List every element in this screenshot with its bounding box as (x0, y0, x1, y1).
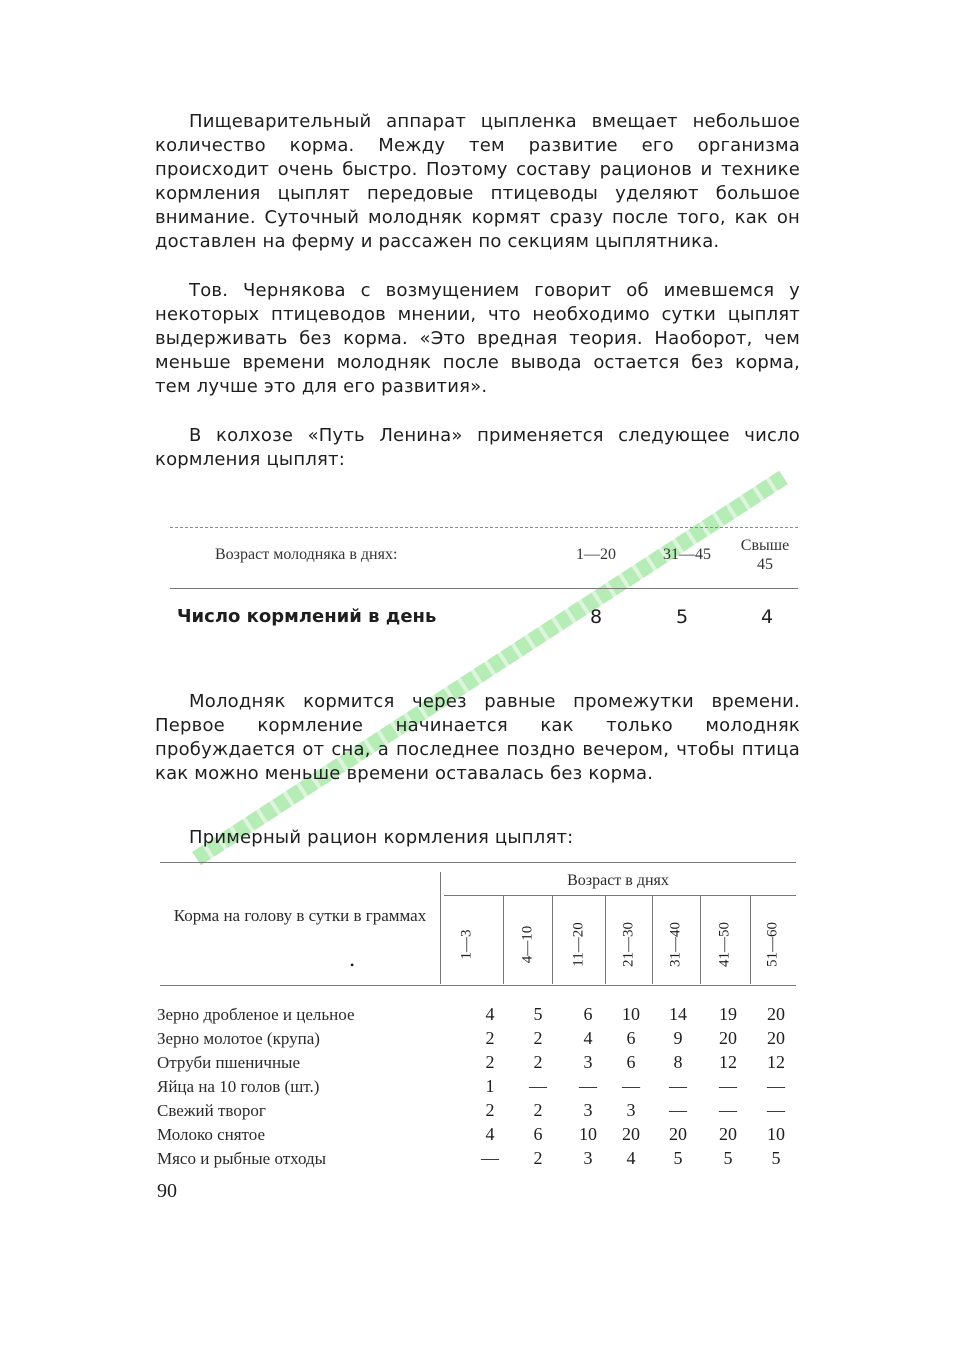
table2-col-header-2: 4—10 (519, 925, 536, 964)
row-value: 3 (583, 1100, 593, 1120)
table2-group-rule (444, 895, 796, 896)
table2-corner-label: Корма на голову в сутки в граммах (173, 906, 427, 925)
row-value: 2 (485, 1028, 495, 1048)
row-label: Свежий творог (157, 1101, 266, 1120)
row-value: 8 (673, 1052, 683, 1072)
row-value: 5 (673, 1148, 683, 1168)
row-value: — (669, 1100, 687, 1120)
row-value: 10 (767, 1124, 785, 1144)
row-value: 5 (771, 1148, 781, 1168)
table2-group-header: Возраст в днях (567, 872, 669, 889)
row-value: 20 (767, 1004, 785, 1024)
paragraph-5: Примерный рацион кормления цыплят: (189, 827, 574, 848)
row-value: — (579, 1076, 597, 1096)
row-value: — (767, 1076, 785, 1096)
paragraph-2: Тов. Чернякова с возмущением говорит об имевшемся у некоторых птицеводов мнении, что необходимо сутки цыплят выдерживать без корма. «Это вредная теория. Наоборот, чем меньше времени молодняк после вывода остается без корма, тем лучше это для его развития». (155, 280, 800, 398)
row-value: 4 (626, 1148, 636, 1168)
row-label: Яйца на 10 голов (шт.) (157, 1077, 320, 1096)
row-label: Мясо и рыбные отходы (157, 1149, 327, 1168)
row-value: 12 (719, 1052, 737, 1072)
row-value: 10 (579, 1124, 597, 1144)
row-value: — (481, 1148, 499, 1168)
page-number: 90 (157, 1180, 177, 1202)
row-value: 6 (533, 1124, 543, 1144)
table1-top-rule (170, 527, 798, 528)
table2-col-header-7: 51—60 (764, 922, 781, 967)
row-value: 20 (669, 1124, 687, 1144)
row-value: 6 (626, 1028, 636, 1048)
row-value: 20 (719, 1028, 737, 1048)
row-value: 19 (719, 1004, 737, 1024)
table2-col-divider-1 (503, 896, 504, 984)
table1-row-label: Число кормлений в день (177, 606, 437, 627)
row-value: 3 (626, 1100, 636, 1120)
row-label: Зерно дробленое и цельное (157, 1005, 355, 1024)
table2-col-header-5: 31—40 (667, 922, 684, 967)
row-value: 20 (719, 1124, 737, 1144)
row-value: 20 (767, 1028, 785, 1048)
table1-col-3: Свыше 45 (740, 537, 790, 573)
row-value: 2 (533, 1148, 543, 1168)
table2-head-rule (160, 985, 796, 986)
table2-col-divider-5 (700, 896, 701, 984)
table1-col-1: 1—20 (576, 546, 616, 563)
paragraph-4: Молодняк кормится через равные промежутки времени. Первое кормление начинается как только молодняк пробуждается от сна, а последнее поздно вечером, чтобы птица как можно меньше времени оставалась без корма. (155, 691, 800, 785)
table2-col-header-4: 21—30 (620, 922, 637, 967)
table1-value-2: 5 (675, 606, 689, 628)
row-value: 4 (485, 1004, 495, 1024)
table2-col-divider-6 (750, 896, 751, 984)
row-value: 5 (533, 1004, 543, 1024)
row-value: 9 (673, 1028, 683, 1048)
row-value: 3 (583, 1052, 593, 1072)
row-value: — (719, 1100, 737, 1120)
row-value: 5 (723, 1148, 733, 1168)
table2-corner-mark: • (350, 958, 355, 972)
table2-col-divider-4 (652, 896, 653, 984)
row-value: — (669, 1076, 687, 1096)
paragraph-1: Пищеварительный аппарат цыпленка вмещает небольшое количество корма. Между тем развитие его организма происходит очень быстро. Поэтому составу рационов и технике кормления цыплят передовые птицеводы уделяют большое внимание. Суточный молодняк кормят сразу после того, как он доставлен на ферму и рассажен по секциям цыплятника. (155, 111, 800, 253)
table2-col-divider-2 (552, 896, 553, 984)
row-value: 6 (583, 1004, 593, 1024)
table2-col-header-1: 1—3 (458, 929, 475, 960)
table1-mid-rule (170, 588, 798, 589)
row-value: 3 (583, 1148, 593, 1168)
paragraph-3: В колхозе «Путь Ленина» применяется следующее число кормления цыплят: (155, 425, 800, 471)
row-value: 2 (485, 1100, 495, 1120)
row-value: 20 (622, 1124, 640, 1144)
row-value: — (529, 1076, 547, 1096)
row-value: 1 (485, 1076, 495, 1096)
row-value: 2 (485, 1052, 495, 1072)
row-label: Молоко снятое (157, 1125, 266, 1144)
row-value: — (767, 1100, 785, 1120)
row-value: — (622, 1076, 640, 1096)
row-value: 6 (626, 1052, 636, 1072)
table1-value-3: 4 (760, 606, 774, 628)
row-value: 4 (583, 1028, 593, 1048)
row-value: — (719, 1076, 737, 1096)
table2-col-divider-3 (605, 896, 606, 984)
row-value: 12 (767, 1052, 785, 1072)
table2-col-header-3: 11—20 (570, 922, 587, 967)
row-value: 2 (533, 1100, 543, 1120)
table1-header-label: Возраст молодняка в днях: (215, 546, 398, 563)
table2-top-rule (160, 862, 796, 863)
row-value: 2 (533, 1052, 543, 1072)
watermark-stripe (192, 471, 788, 866)
row-value: 14 (669, 1004, 687, 1024)
row-value: 4 (485, 1124, 495, 1144)
row-value: 10 (622, 1004, 640, 1024)
row-value: 2 (533, 1028, 543, 1048)
table2-col-header-6: 41—50 (716, 922, 733, 967)
table1-value-1: 8 (589, 606, 603, 628)
row-label: Отруби пшеничные (157, 1053, 301, 1072)
table1-col-2: 31—45 (663, 546, 711, 563)
row-label: Зерно молотое (крупа) (157, 1029, 320, 1048)
